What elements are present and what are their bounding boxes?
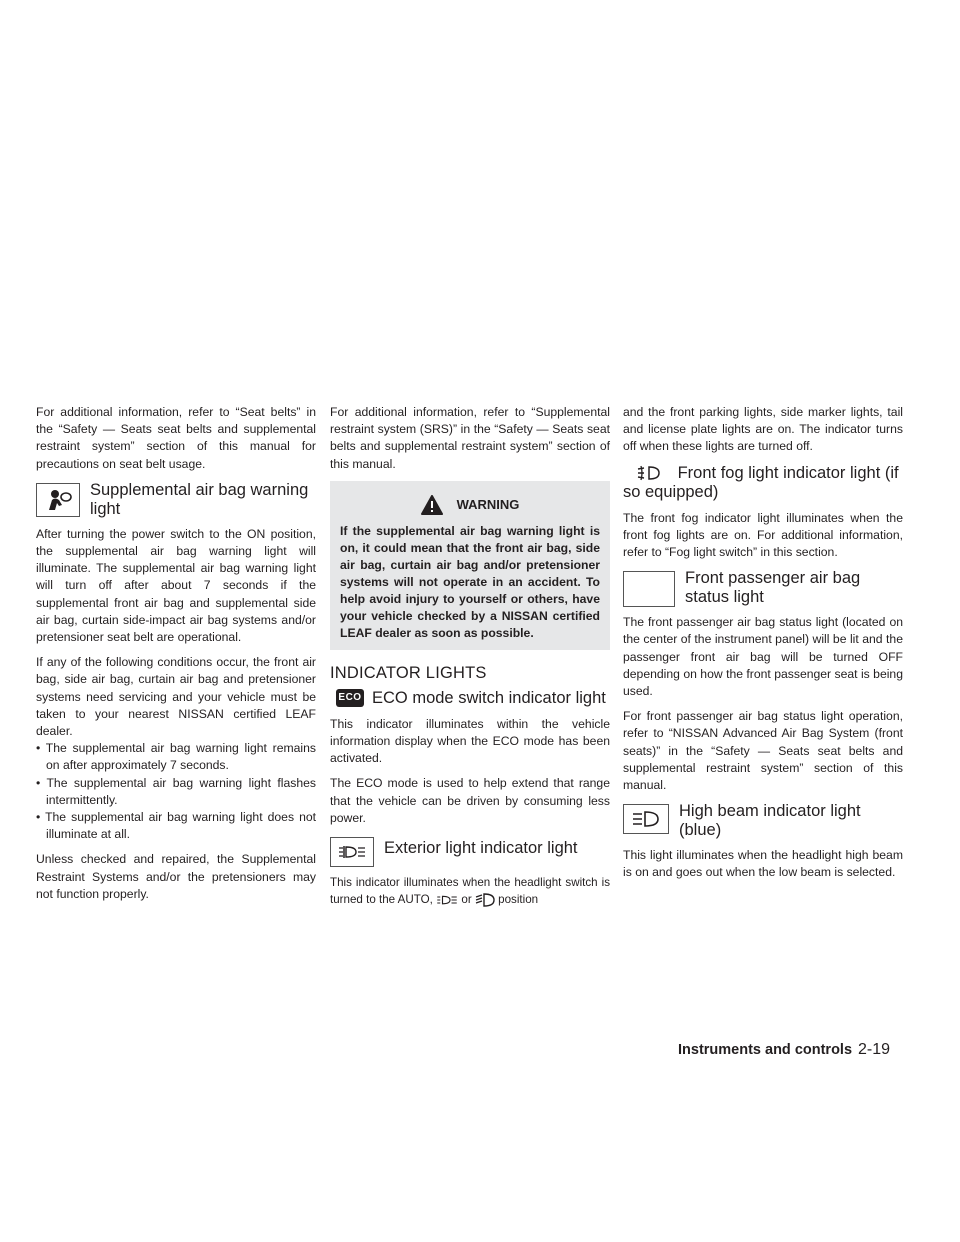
high-beam-title: High beam indicator light (blue) bbox=[679, 802, 861, 840]
airbag-paragraph-1: After turning the power switch to the ON position, the supplemental air bag warning light will illuminate. The supplemental air bag warning light will turn off after about 7 seconds if the supplemental front air bag and supplemental side air bag, curtain side-impact air bag systems and/or pretensioner seat belt are operational. bbox=[36, 526, 316, 645]
exterior-light-paragraph bbox=[330, 874, 610, 908]
airbag-warning-heading bbox=[36, 481, 316, 519]
page-number: 2-19 bbox=[858, 1041, 891, 1058]
parking-light-icon bbox=[436, 894, 458, 906]
passenger-paragraph-1: The front passenger air bag status light (located on the center of the instrument panel) will be lit and the passenger front air bag will be turned OFF depending on how the front passenger seat is being used. bbox=[623, 615, 903, 699]
airbag-paragraph-2: If any of the following conditions occur, the front air bag, side air bag, curtain air bag and pretensioner systems need servicing and your vehicle must be taken to your nearest NISSAN certified LEAF dealer. bbox=[36, 655, 316, 739]
exterior-light-title: Exterior light indicator light bbox=[384, 839, 578, 858]
page-footer bbox=[678, 1041, 890, 1059]
eco-badge-text: ECO bbox=[338, 692, 362, 704]
headlight-icon bbox=[475, 893, 495, 907]
col2-intro: For additional information, refer to “Supplemental restraint system (SRS)” in the “Safety — Seats seat belts and supplemental restraint system” section of this manual. bbox=[330, 405, 610, 471]
high-beam-heading bbox=[623, 802, 903, 840]
warning-title: WARNING bbox=[456, 497, 520, 513]
fog-heading bbox=[623, 464, 903, 502]
warning-header bbox=[340, 495, 600, 515]
footer-section: Instruments and controls bbox=[678, 1042, 853, 1058]
fog-title: Front fog light indicator light (if so equipped) bbox=[623, 463, 899, 501]
passenger-airbag-status-icon bbox=[623, 571, 675, 607]
column-2 bbox=[330, 404, 610, 916]
fog-paragraph: The front fog indicator light illuminates when the front fog lights are on. For additional information, refer to “Fog light switch” in this section. bbox=[623, 510, 903, 560]
airbag-warning-icon bbox=[36, 483, 80, 517]
list-item: • The supplemental air bag warning light does not illuminate at all. bbox=[36, 809, 316, 843]
front-fog-icon bbox=[637, 465, 665, 481]
col3-intro: and the front parking lights, side marker lights, tail and license plate lights are on. The indicator turns off when these lights are turned off. bbox=[623, 405, 903, 454]
airbag-conditions-list bbox=[36, 740, 316, 843]
exterior-light-heading bbox=[330, 835, 610, 867]
list-item: • The supplemental air bag warning light flashes intermittently. bbox=[36, 775, 316, 809]
passenger-airbag-heading bbox=[623, 569, 903, 607]
passenger-paragraph-2: For front passenger air bag status light operation, refer to “NISSAN Advanced Air Bag System (front seats)” in the “Safety — Seats seat belts and supplemental restraint system” section of this manual. bbox=[623, 709, 903, 793]
exterior-light-icon bbox=[330, 837, 374, 867]
eco-paragraph-1: This indicator illuminates within the vehicle information display when the ECO mode has been activated. bbox=[330, 716, 610, 766]
airbag-paragraph-3: Unless checked and repaired, the Supplemental Restraint Systems and/or the pretensioners may not function properly. bbox=[36, 852, 316, 901]
eco-heading bbox=[330, 689, 610, 708]
warning-triangle-icon bbox=[421, 495, 443, 515]
airbag-warning-title: Supplemental air bag warning light bbox=[90, 480, 309, 518]
list-item: • The supplemental air bag warning light remains on after approximately 7 seconds. bbox=[36, 740, 316, 774]
passenger-airbag-title: Front passenger air bag status light bbox=[685, 569, 861, 607]
high-beam-icon bbox=[623, 804, 669, 834]
warning-box bbox=[330, 481, 610, 650]
section-title: INDICATOR LIGHTS bbox=[330, 663, 487, 682]
warning-body: If the supplemental air bag warning light is on, it could mean that the front air bag, side air bag, curtain air bag and/or pretensioner systems will not operate in an accident. To help avoid injury to yourself or others, have your vehicle checked by a NISSAN certified LEAF dealer as soon as possible. bbox=[340, 523, 600, 640]
eco-paragraph-2: The ECO mode is used to help extend that range that the vehicle can be driven by consuming less power. bbox=[330, 776, 610, 825]
col1-intro: For additional information, refer to “Seat belts” in the “Safety — Seats seat belts and supplemental restraint system” section of this manual for precautions on seat belt usage. bbox=[36, 405, 316, 471]
eco-title: ECO mode switch indicator light bbox=[372, 688, 606, 707]
column-3 bbox=[623, 404, 903, 890]
exterior-light-text: This indicator illuminates when the headlight switch is turned to the AUTO, bbox=[330, 876, 610, 907]
high-beam-paragraph: This light illuminates when the headlight high beam is on and goes out when the low beam is selected. bbox=[623, 848, 903, 880]
exterior-light-or: or bbox=[461, 893, 472, 907]
exterior-light-position: position bbox=[498, 893, 539, 907]
column-1 bbox=[36, 404, 316, 911]
eco-icon bbox=[336, 689, 364, 707]
